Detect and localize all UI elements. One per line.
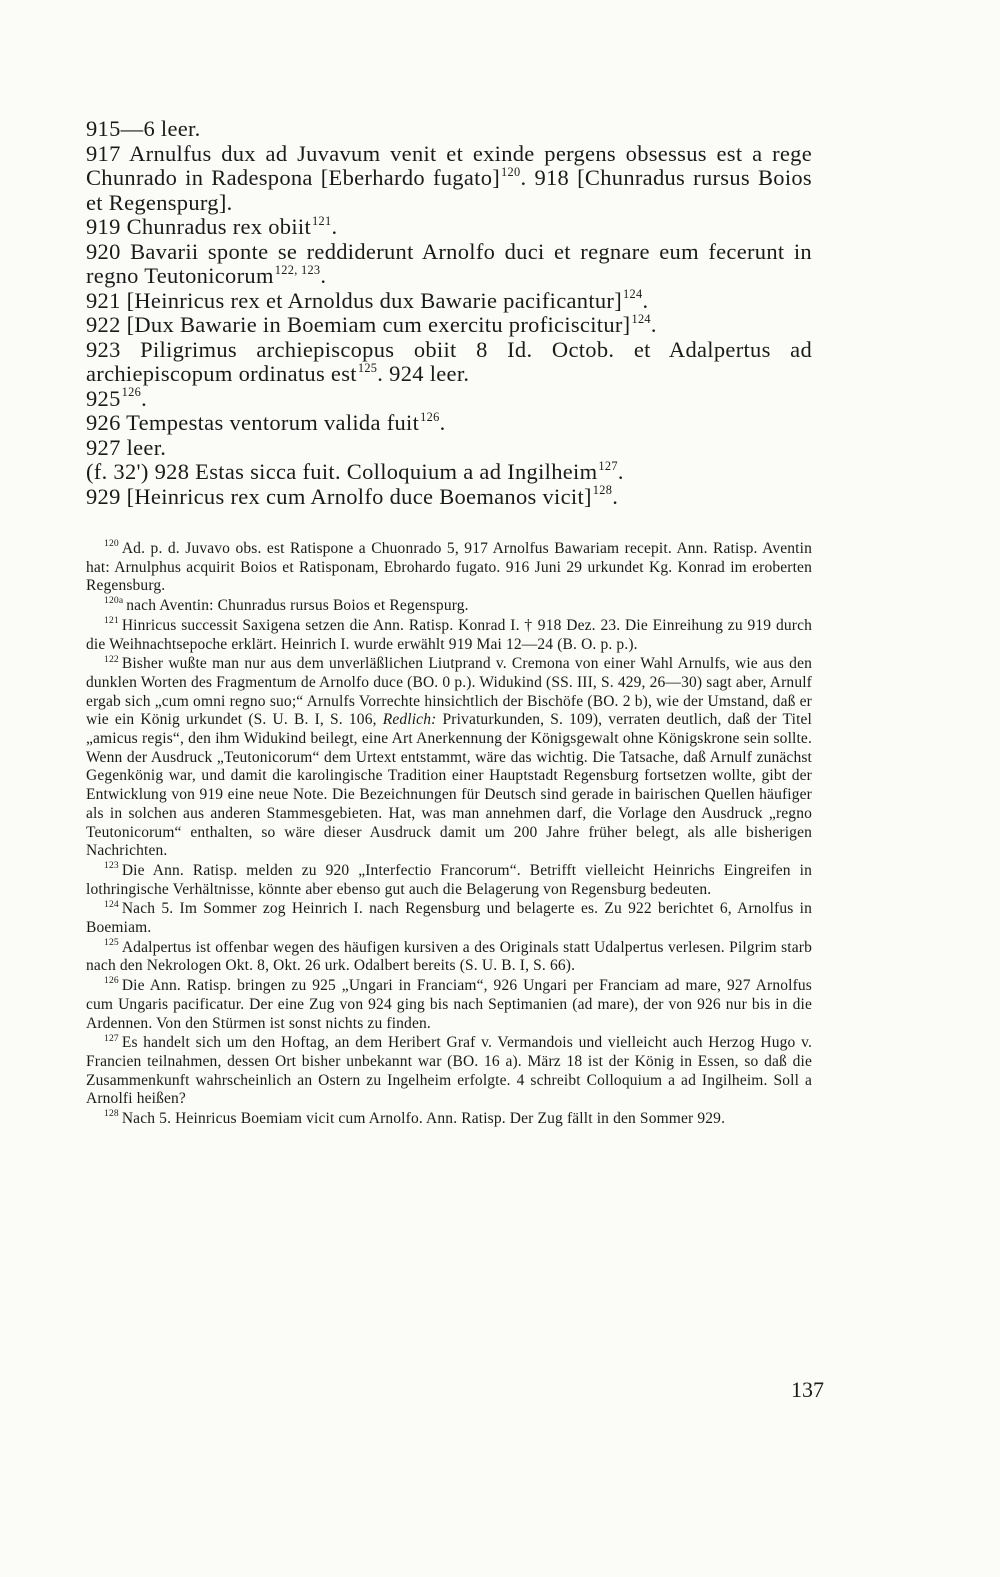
entry-text: . 924 leer. (377, 361, 470, 386)
entry-text: 917 Arnulfus dux ad Juvavum venit et exinde pergens obsessus est a rege Chunrado in Radespona [Eberhardo fugato] (86, 140, 812, 190)
footnote-120 (86, 540, 812, 596)
main-text (86, 117, 812, 509)
footnote-ref: 126 (420, 409, 440, 424)
footnote-text: Die Ann. Ratisp. bringen zu 925 „Ungari in Franciam“, 926 Ungari per Franciam ad mare, 927 Arnolfus cum Ungaris pacificatur. Der eine Zug von 924 ging bis nach Septimanien (ad mare), der von 926 nur bis in die Ardennen. Von den Stürmen ist sonst nichts zu finden. (86, 977, 812, 1032)
footnote-number: 126 (104, 975, 119, 987)
footnote-number: 124 (104, 898, 119, 910)
footnote-text: Bisher wußte man nur aus dem unverläßlichen Liutprand v. Cremona von einer Wahl Arnulfs, wie aus den dunklen Worten des Fragmentum de Arnolfo duce (BO. 0 p.). Widukind (SS. III, S. 429, 26—30) sagt aber, Arnulf ergab sich „cum omni regno suo;“ Arnulfs Vorrechte hinsichtlich der Bischöfe (BO. 2 b), wie der Umstand, daß er wie ein König urkundet (S. U. B. I, S. 106, (86, 655, 812, 729)
entry-929 (86, 485, 812, 510)
footnote-ref: 127 (598, 458, 618, 473)
footnote-number: 121 (104, 615, 119, 627)
footnote-number: 123 (104, 860, 119, 872)
footnote-text: Nach 5. Im Sommer zog Heinrich I. nach Regensburg und belagerte es. Zu 922 berichtet 6, Arnolfus in Boemiam. (86, 900, 812, 937)
entry-925 (86, 387, 812, 412)
entry-921 (86, 289, 812, 314)
footnote-text: nach Aventin: Chunradus rursus Boios et Regenspurg. (126, 597, 469, 615)
footnote-text: Privaturkunden, S. 109), verraten deutlich, daß der Titel „amicus regis“, den ihm Widukind beilegt, eine Art Anerkennung der Königsgewalt ohne Königskrone sein sollte. Wenn der Ausdruck „Teutonicorum“ dem Urtext entstammt, wäre das wichtig. Die Tatsache, daß Arnulf zunächst Gegenkönig war, und damit die karolingische Tradition einer Hauptstadt Regensburg fortsetzen wollte, gibt der Entwicklung von 919 eine neue Note. Die Bezeichnungen für Deutsch sind gerade in bairischen Quellen häufiger als in solchen aus anderen Stammesgebieten. Hat, was man annehmen darf, die Vorlage den Ausdruck „regno Teutonicorum“ enthalten, so wäre dieser Ausdruck damit um 200 Jahre früher belegt, als alle bisherigen Nachrichten. (86, 711, 813, 860)
footnote-number: 128 (104, 1108, 119, 1120)
entry-text: . (331, 214, 338, 239)
footnote-125 (86, 939, 812, 976)
entry-text: 919 Chunradus rex obiit (86, 214, 312, 239)
footnote-120a (86, 597, 812, 616)
entry-920 (86, 240, 812, 289)
entry-919 (86, 215, 812, 240)
footnote-ref: 121 (312, 213, 332, 228)
footnote-text: Ad. p. d. Juvavo obs. est Ratispone a Chuonrado 5, 917 Arnolfus Bawariam recepit. Ann. Ratisp. Aventin hat: Arnulphus acquirit Boios et Ratisponam, Ebrohardo fugato. 916 Juni 29 urkundet Kg. Konrad im eroberten Regensburg. (86, 540, 812, 595)
entry-text: 923 Piligrimus archiepiscopus obiit 8 Id. Octob. et Adalpertus ad archiepiscopum ordinatus est (86, 336, 812, 386)
entry-text: . 918 [Chunradus rursus Boios et Regenspurg]. (86, 165, 812, 215)
footnote-122 (86, 655, 812, 861)
footnote-123 (86, 862, 812, 899)
footnote-127 (86, 1034, 812, 1109)
entry-927 (86, 436, 812, 461)
footnote-121 (86, 617, 812, 654)
footnote-italic-text: Redlich: (382, 711, 437, 729)
footnote-128 (86, 1110, 812, 1129)
entry-text: . (439, 410, 446, 435)
entry-text: 920 Bavarii sponte se reddiderunt Arnolfo duci et regnare eum fecerunt in regno Teutonicorum (86, 238, 812, 288)
entry-text: . (650, 312, 657, 337)
entry-922 (86, 313, 812, 338)
footnote-124 (86, 900, 812, 937)
entry-928 (86, 460, 812, 485)
entry-926 (86, 411, 812, 436)
entry-text: 926 Tempestas ventorum valida fuit (86, 410, 420, 435)
footnotes (86, 540, 812, 1130)
entry-text: . (320, 263, 327, 288)
footnote-text: Adalpertus ist offenbar wegen des häufigen kursiven a des Originals statt Udalpertus verlesen. Pilgrim starb nach den Nekrologen Okt. 8, Okt. 26 urk. Odalbert bereits (S. U. B. I, S. 66). (86, 938, 812, 975)
footnote-126 (86, 977, 812, 1033)
footnote-ref: 125 (357, 360, 378, 375)
entry-text: 915—6 leer. (86, 116, 201, 141)
entry-923 (86, 338, 812, 387)
entry-917 (86, 142, 812, 216)
footnote-ref: 124 (631, 311, 651, 326)
entry-text: 925 (86, 385, 121, 411)
entry-text: . (642, 287, 649, 313)
footnote-text: Hinricus successit Saxigena setzen die Ann. Ratisp. Konrad I. † 918 Dez. 23. Die Einreihung zu 919 durch die Weihnachtsepoche erklärt. Heinrich I. wurde erwählt 919 Mai 12—24 (B. O. p. p.). (86, 616, 812, 653)
footnote-ref: 120 (501, 164, 521, 179)
entry-text: . (141, 385, 148, 411)
footnote-ref: 128 (592, 483, 613, 498)
entry-text: . (612, 483, 619, 509)
footnote-ref: 126 (121, 385, 142, 400)
entry-text: 922 [Dux Bawarie in Boemiam cum exercitu proficiscitur] (86, 312, 631, 337)
footnote-text: Es handelt sich um den Hoftag, an dem Heribert Graf v. Vermandois und vielleicht auch Herzog Hugo v. Francien teilnahmen, dessen Ort bisher unbekannt war (BO. 16 a). März 18 ist der König in Essen, so daß die Zusammenkunft wahrscheinlich an Ostern zu Ingelheim erfolgte. 4 schreibt Colloquium a ad Ingilheim. Soll a Arnolfi heißen? (86, 1034, 812, 1108)
entry-text: 929 [Heinricus rex cum Arnolfo duce Boemanos vicit] (86, 483, 592, 509)
entry-text: (f. 32') 928 Estas sicca fuit. Colloquium a ad Ingilheim (86, 459, 598, 484)
footnote-ref: 124 (623, 287, 643, 302)
entry-915 (86, 117, 812, 142)
footnote-text: Nach 5. Heinricus Boemiam vicit cum Arnolfo. Ann. Ratisp. Der Zug fällt in den Sommer 929. (121, 1110, 726, 1128)
entry-text: 921 [Heinricus rex et Arnoldus dux Bawarie pacificantur] (86, 287, 623, 313)
page-number: 137 (791, 1377, 824, 1402)
footnote-number: 120 (104, 538, 119, 550)
footnote-number: 125 (104, 937, 119, 949)
entry-text: 927 leer. (86, 434, 167, 460)
entry-text: . (617, 459, 624, 484)
footnote-number: 122 (104, 653, 119, 665)
footnote-number: 120a (104, 595, 124, 607)
footnote-number: 127 (104, 1032, 119, 1044)
footnote-ref: 122, 123 (274, 262, 321, 277)
footnote-text: Die Ann. Ratisp. melden zu 920 „Interfectio Francorum“. Betrifft vielleicht Heinrichs Eingreifen in lothringische Verhältnisse, könnte aber ebenso gut auch die Belagerung von Regensburg bedeuten. (86, 861, 812, 898)
